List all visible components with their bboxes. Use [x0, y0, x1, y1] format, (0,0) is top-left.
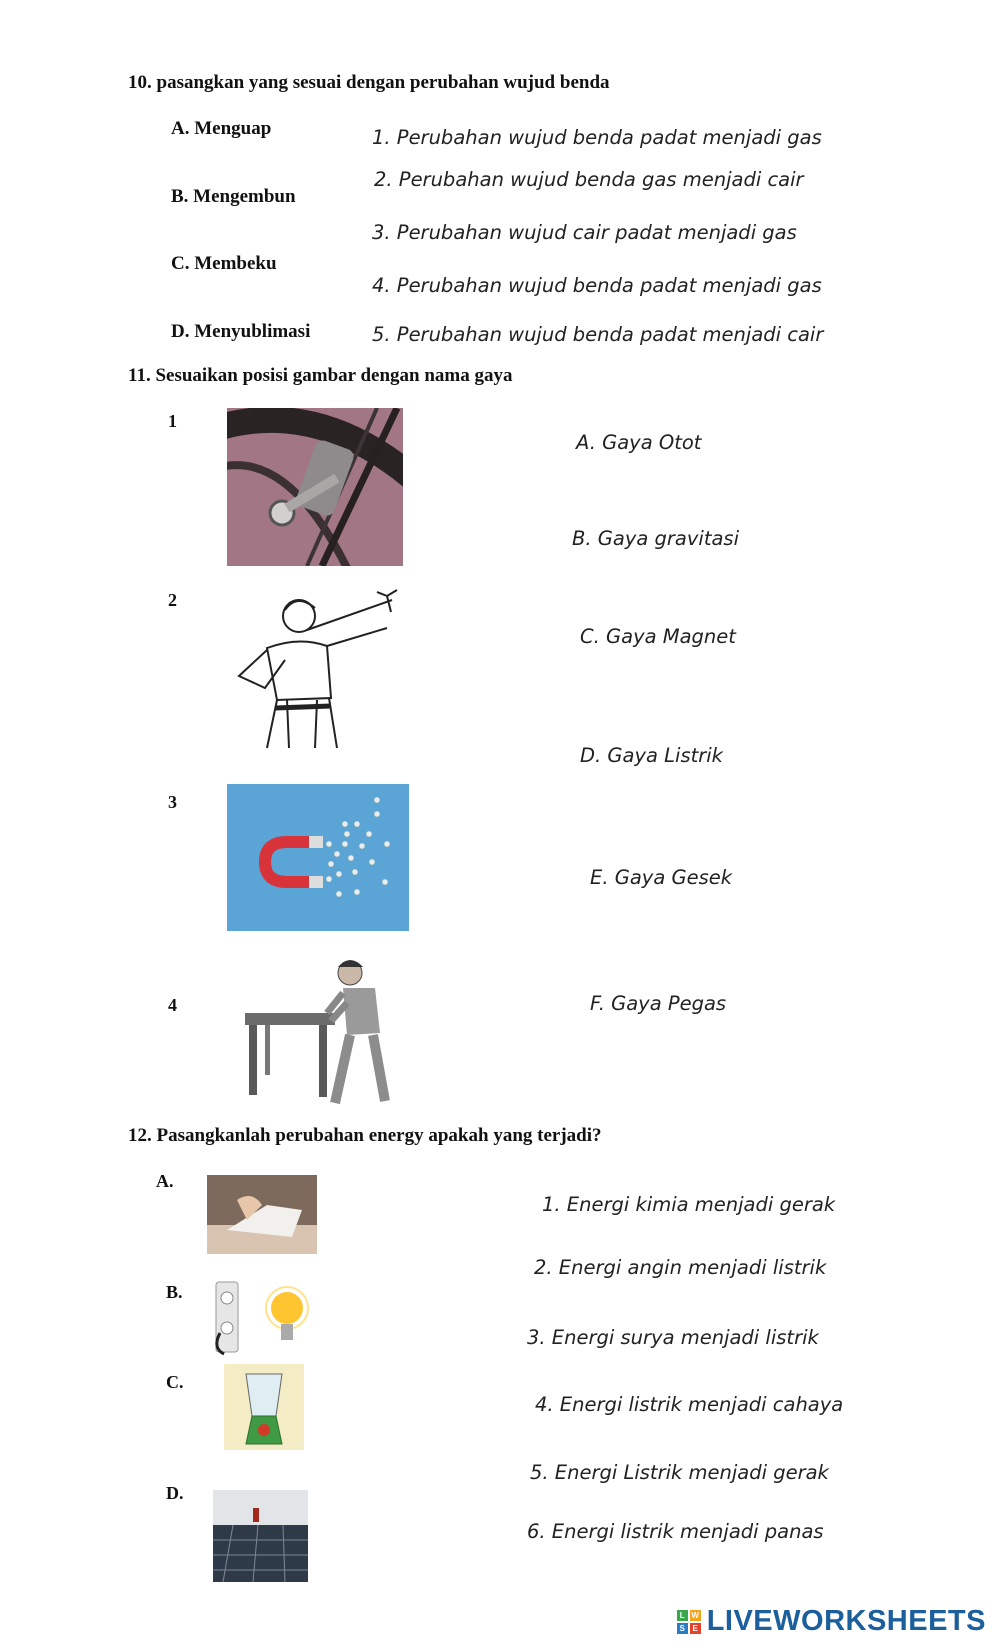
- blender-image: [224, 1364, 304, 1450]
- socket-bulb-image: [212, 1278, 312, 1358]
- solar-panel-image: [213, 1490, 308, 1582]
- q10-right-item: 4. Perubahan wujud benda padat menjadi gas: [372, 274, 822, 297]
- q12-option: 6. Energi listrik menjadi panas: [527, 1520, 824, 1543]
- q10-left-item: D. Menyublimasi: [171, 321, 311, 342]
- q11-number: 2: [168, 590, 177, 610]
- q11-option: A. Gaya Otot: [576, 431, 702, 454]
- q12-option: 2. Energi angin menjadi listrik: [534, 1256, 827, 1279]
- q12-letter: D.: [166, 1483, 184, 1503]
- q12-option: 5. Energi Listrik menjadi gerak: [530, 1461, 829, 1484]
- q11-option: E. Gaya Gesek: [590, 866, 733, 889]
- bicycle-brake-image: [227, 408, 403, 566]
- q12-option: 1. Energi kimia menjadi gerak: [542, 1193, 836, 1216]
- q10-left-item: B. Mengembun: [171, 186, 296, 207]
- q10-right-item: 1. Perubahan wujud benda padat menjadi gas: [372, 126, 822, 149]
- q11-number: 3: [168, 792, 177, 812]
- q12-letter: B.: [166, 1282, 183, 1302]
- q10-left-item: C. Membeku: [171, 253, 277, 274]
- question-12-title: 12. Pasangkanlah perubahan energy apakah yang terjadi?: [128, 1125, 602, 1146]
- logo-text: LIVEWORKSHEETS: [706, 1605, 986, 1637]
- q11-number: 1: [168, 411, 177, 431]
- horseshoe-magnet-image: [227, 784, 409, 931]
- q12-letter: C.: [166, 1372, 184, 1392]
- q12-option: 4. Energi listrik menjadi cahaya: [535, 1393, 844, 1416]
- ironing-image: [207, 1175, 317, 1254]
- question-10-title: 10. pasangkan yang sesuai dengan perubahan wujud benda: [128, 72, 610, 93]
- slingshot-boy-image: [227, 588, 403, 753]
- q10-right-item: 5. Perubahan wujud benda padat menjadi cair: [372, 323, 824, 346]
- q11-number: 4: [168, 995, 177, 1015]
- liveworksheets-logo: [677, 1605, 986, 1638]
- q11-option: B. Gaya gravitasi: [572, 527, 739, 550]
- q11-option: C. Gaya Magnet: [580, 625, 736, 648]
- q12-option: 3. Energi surya menjadi listrik: [527, 1326, 819, 1349]
- logo-icon: L W S E: [677, 1610, 701, 1634]
- q11-option: F. Gaya Pegas: [590, 992, 727, 1015]
- q10-right-item: 3. Perubahan wujud cair padat menjadi gas: [372, 221, 797, 244]
- q10-left-item: A. Menguap: [171, 118, 272, 139]
- q11-option: D. Gaya Listrik: [580, 744, 723, 767]
- q12-letter: A.: [156, 1171, 174, 1191]
- q10-right-item: 2. Perubahan wujud benda gas menjadi cair: [374, 168, 804, 191]
- man-pushing-table-image: [235, 953, 415, 1115]
- question-11-title: 11. Sesuaikan posisi gambar dengan nama gaya: [128, 365, 513, 386]
